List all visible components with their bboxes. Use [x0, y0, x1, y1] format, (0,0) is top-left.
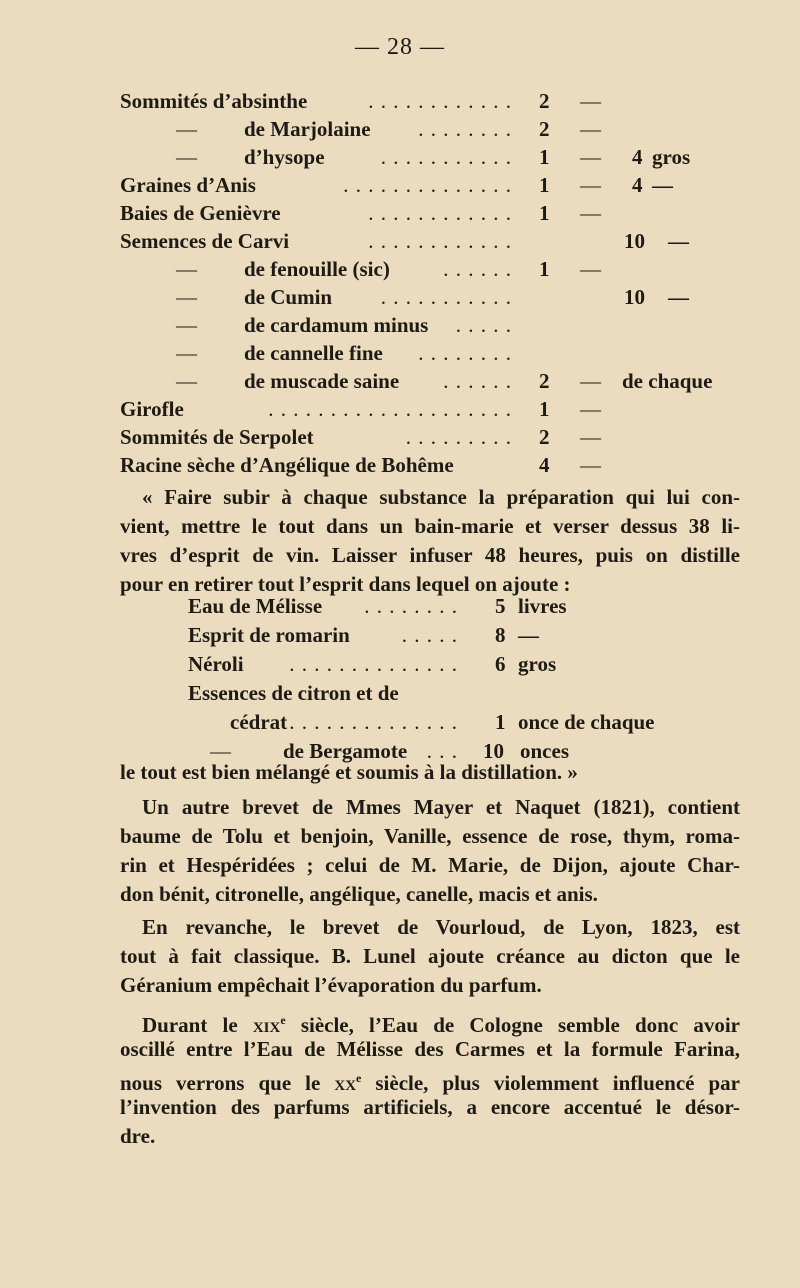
- ingredient-name: de Marjolaine: [244, 117, 371, 141]
- unit-dash: —: [580, 201, 601, 225]
- text-line: « Faire subir à chaque substance la préparation qui lui con-: [142, 485, 740, 509]
- ingredient-row: [0, 87, 800, 115]
- ingredient-name: Sommités d’absinthe: [120, 89, 308, 113]
- quantity: 1: [539, 173, 550, 197]
- leader-dots: . . . . . . . . . . . . . . . . . . . .: [268, 397, 512, 421]
- ingredient-name: Sommités de Serpolet: [120, 425, 314, 449]
- leader-dots: . . . . . . . . . . . . . .: [289, 652, 458, 676]
- ingredient-name: Semences de Carvi: [120, 229, 290, 253]
- quantity: 1: [539, 145, 550, 169]
- quantity: 1: [539, 257, 550, 281]
- ditto-dash: —: [176, 257, 197, 281]
- unit-dash: —: [580, 173, 601, 197]
- quantity: 2: [539, 89, 550, 113]
- ingredient-name: Essences de citron et de: [188, 681, 399, 705]
- ditto-dash: —: [176, 117, 197, 141]
- quantity: 6: [495, 652, 506, 676]
- ingredient-name: de cannelle fine: [244, 341, 383, 365]
- ditto-dash: —: [210, 739, 231, 763]
- quantity: 2: [539, 425, 550, 449]
- leader-dots: . . . . . . . . . . . . . .: [343, 173, 512, 197]
- ingredient-name: Girofle: [120, 397, 184, 421]
- ingredient-name: cédrat: [230, 710, 288, 734]
- quantity: 2: [539, 369, 550, 393]
- ingredient-name: Graines d’Anis: [120, 173, 256, 197]
- century-numeral: xix: [252, 1013, 281, 1037]
- quantity: 2: [539, 117, 550, 141]
- ingredient-row: [0, 311, 800, 339]
- ingredient-row: [0, 115, 800, 143]
- leader-dots: . . . . . . . .: [364, 594, 458, 618]
- alt-quantity: 10: [624, 285, 645, 309]
- ingredient-row: [0, 367, 800, 395]
- quantity: 8: [495, 623, 506, 647]
- unit-dash: —: [580, 117, 601, 141]
- text-line: Durant le xix$^e$ siècle, l’Eau de Cologne semble donc avoir: [142, 1013, 740, 1037]
- ingredient-row: [0, 708, 800, 737]
- unit: gros: [518, 652, 557, 676]
- alt-quantity: 4: [632, 145, 643, 169]
- alt-unit: —: [668, 229, 689, 253]
- text-line: oscillé entre l’Eau de Mélisse des Carmes et la formule Farina,: [120, 1037, 740, 1061]
- ingredient-name: Esprit de romarin: [188, 623, 350, 647]
- ditto-dash: —: [176, 369, 197, 393]
- alt-quantity: 4: [632, 173, 643, 197]
- text-line: rin et Hespéridées ; celui de M. Marie, de Dijon, ajoute Char-: [120, 853, 740, 877]
- ingredient-name: Baies de Genièvre: [120, 201, 281, 225]
- ingredient-name: Eau de Mélisse: [188, 594, 323, 618]
- quote-end: le tout est bien mélangé et soumis à la distillation. »: [120, 760, 578, 784]
- leader-dots: . . . . . . . . . . . . . .: [289, 710, 458, 734]
- ingredient-row: [0, 171, 800, 199]
- ingredient-row: [0, 255, 800, 283]
- leader-dots: . . . . . .: [443, 369, 512, 393]
- ingredient-row: [0, 451, 800, 479]
- quantity: 10: [483, 739, 504, 763]
- ingredient-row: [0, 592, 800, 621]
- unit-dash: —: [580, 257, 601, 281]
- text-line: Géranium empêchait l’évaporation du parfum.: [120, 973, 542, 997]
- superscript-e: e: [280, 1013, 286, 1027]
- ditto-dash: —: [176, 313, 197, 337]
- ingredient-row: [0, 679, 800, 708]
- alt-unit: gros: [652, 145, 691, 169]
- leader-dots: . . . . .: [401, 623, 458, 647]
- ingredient-name: Néroli: [188, 652, 244, 676]
- unit: onces: [520, 739, 569, 763]
- text-line: don bénit, citronelle, angélique, canelle, macis et anis.: [120, 882, 598, 906]
- century-numeral: xx: [334, 1071, 357, 1095]
- ditto-dash: —: [176, 341, 197, 365]
- text-line: vres d’esprit de vin. Laisser infuser 48 heures, puis on distille: [120, 543, 740, 567]
- ingredient-name: d’hysope: [244, 145, 325, 169]
- ditto-dash: —: [176, 285, 197, 309]
- leader-dots: . . . . . . . . . . . .: [368, 201, 512, 225]
- unit-dash: —: [580, 89, 601, 113]
- ingredient-name: de Bergamote: [283, 739, 408, 763]
- ingredient-row: [0, 143, 800, 171]
- quantity: 1: [539, 397, 550, 421]
- leader-dots: . . . . . . . .: [418, 117, 512, 141]
- ingredient-row: [0, 339, 800, 367]
- page-number: — 28 —: [355, 34, 445, 60]
- leader-dots: . . . . . . . . . . . .: [368, 89, 512, 113]
- alt-unit: —: [668, 285, 689, 309]
- leader-dots: . . . . .: [455, 313, 512, 337]
- ingredient-name: de Cumin: [244, 285, 333, 309]
- ingredient-row: [0, 283, 800, 311]
- quantity: 4: [539, 453, 550, 477]
- alt-quantity: 10: [624, 229, 645, 253]
- unit-dash: —: [580, 425, 601, 449]
- ingredient-name: de muscade saine: [244, 369, 400, 393]
- leader-dots: . . . . . . . .: [418, 341, 512, 365]
- unit-dash: —: [580, 369, 601, 393]
- unit: once de chaque: [518, 710, 655, 734]
- unit-dash: —: [580, 453, 601, 477]
- leader-dots: . . . . . . . . . . . .: [368, 229, 512, 253]
- ingredient-row: [0, 621, 800, 650]
- text-line: pour en retirer tout l’esprit dans lequel on ajoute :: [120, 572, 571, 596]
- unit: livres: [518, 594, 567, 618]
- text-line: vient, mettre le tout dans un bain-marie et verser dessus 38 li-: [120, 514, 740, 538]
- unit-dash: —: [580, 397, 601, 421]
- leader-dots: . . . . . . . . .: [405, 425, 512, 449]
- text-line: tout à fait classique. B. Lunel ajoute créance au dicton que le: [120, 944, 740, 968]
- ingredient-row: [0, 227, 800, 255]
- unit-dash: —: [580, 145, 601, 169]
- text-line: En revanche, le brevet de Vourloud, de Lyon, 1823, est: [142, 915, 740, 939]
- quantity: 5: [495, 594, 506, 618]
- leader-dots: . . .: [426, 739, 458, 763]
- text-line: nous verrons que le $xx^e$ siècle, plus violemment influencé par: [120, 1071, 740, 1095]
- alt-unit: —: [652, 173, 673, 197]
- ingredient-name: Racine sèche d’Angélique de Bohême: [120, 453, 454, 477]
- leader-dots: . . . . . . . . . . .: [380, 285, 512, 309]
- text-line: dre.: [120, 1124, 156, 1148]
- ingredient-row: [0, 395, 800, 423]
- superscript-e: e: [356, 1071, 362, 1085]
- quantity: 1: [495, 710, 506, 734]
- text-line: Un autre brevet de Mmes Mayer et Naquet (1821), contient: [142, 795, 740, 819]
- leader-dots: . . . . . . . . . . .: [380, 145, 512, 169]
- ingredient-row: [0, 199, 800, 227]
- text-line: l’invention des parfums artificiels, a encore accentué le désor-: [120, 1095, 740, 1119]
- alt-unit: de chaque: [622, 369, 713, 393]
- ingredient-name: de cardamum minus: [244, 313, 429, 337]
- ingredient-row: [0, 423, 800, 451]
- text-line: baume de Tolu et benjoin, Vanille, essence de rose, thym, roma-: [120, 824, 740, 848]
- quantity: 1: [539, 201, 550, 225]
- ditto-dash: —: [176, 145, 197, 169]
- ingredient-name: de fenouille (sic): [244, 257, 390, 281]
- unit: —: [518, 623, 539, 647]
- leader-dots: . . . . . .: [443, 257, 512, 281]
- ingredient-row: [0, 650, 800, 679]
